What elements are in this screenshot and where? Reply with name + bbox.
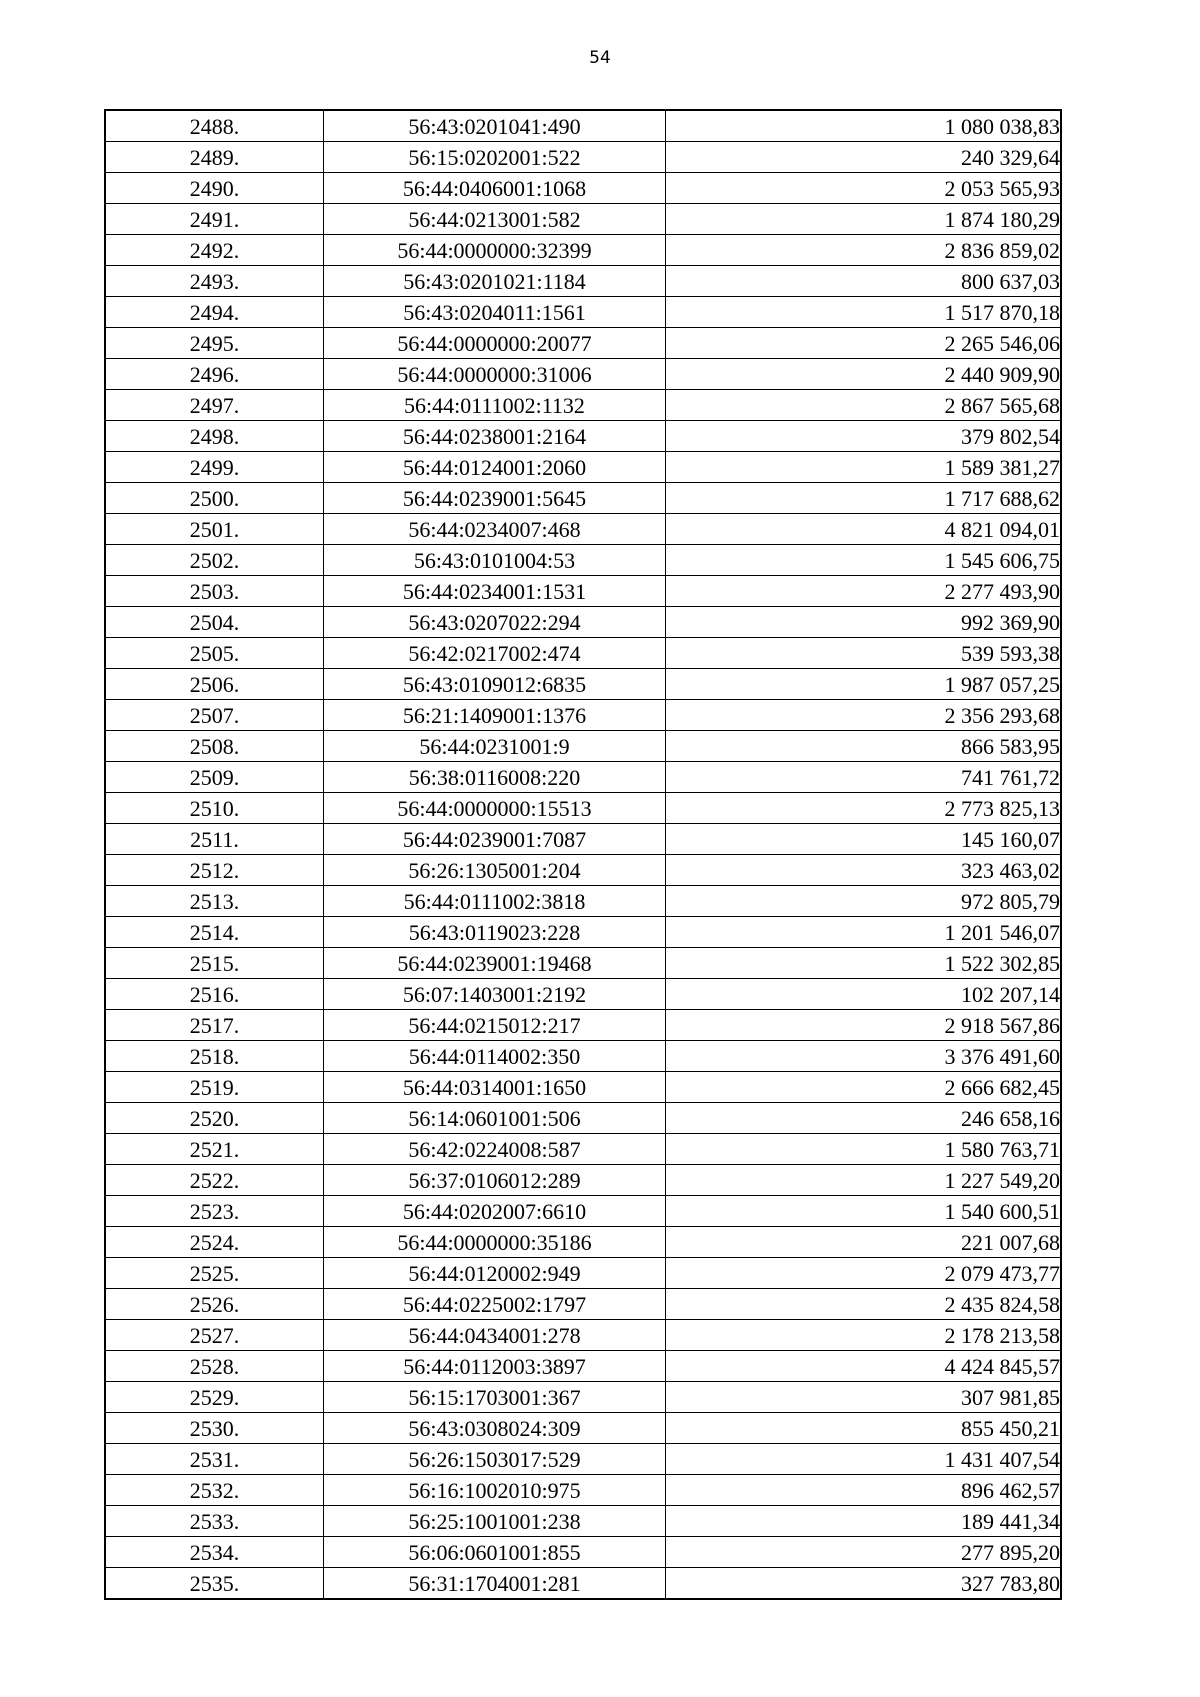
cadastral-number-cell: 56:38:0116008:220 xyxy=(324,762,666,793)
table-row xyxy=(105,421,1061,452)
row-number-cell: 2517. xyxy=(105,1010,324,1041)
cadastral-number-cell: 56:26:1503017:529 xyxy=(324,1444,666,1475)
row-number-cell: 2510. xyxy=(105,793,324,824)
cadastral-number-cell: 56:43:0101004:53 xyxy=(324,545,666,576)
row-number-cell: 2534. xyxy=(105,1537,324,1568)
row-number-cell: 2531. xyxy=(105,1444,324,1475)
table-row xyxy=(105,1444,1061,1475)
cadastral-value-cell: 855 450,21 xyxy=(666,1413,1062,1444)
cadastral-number-cell: 56:44:0406001:1068 xyxy=(324,173,666,204)
table-row xyxy=(105,1227,1061,1258)
row-number-cell: 2526. xyxy=(105,1289,324,1320)
table-row xyxy=(105,1196,1061,1227)
table-row xyxy=(105,1351,1061,1382)
cadastral-value-cell: 2 356 293,68 xyxy=(666,700,1062,731)
table-row xyxy=(105,700,1061,731)
table-row xyxy=(105,1165,1061,1196)
cadastral-value-cell: 102 207,14 xyxy=(666,979,1062,1010)
cadastral-number-cell: 56:44:0225002:1797 xyxy=(324,1289,666,1320)
cadastral-value-cell: 3 376 491,60 xyxy=(666,1041,1062,1072)
row-number-cell: 2528. xyxy=(105,1351,324,1382)
cadastral-value-cell: 327 783,80 xyxy=(666,1568,1062,1600)
cadastral-value-cell: 2 440 909,90 xyxy=(666,359,1062,390)
cadastral-value-table xyxy=(104,109,1062,1600)
cadastral-number-cell: 56:44:0231001:9 xyxy=(324,731,666,762)
table-row xyxy=(105,1072,1061,1103)
row-number-cell: 2504. xyxy=(105,607,324,638)
row-number-cell: 2520. xyxy=(105,1103,324,1134)
table-row xyxy=(105,1506,1061,1537)
table-row xyxy=(105,514,1061,545)
cadastral-value-cell: 2 918 567,86 xyxy=(666,1010,1062,1041)
cadastral-number-cell: 56:44:0434001:278 xyxy=(324,1320,666,1351)
cadastral-number-cell: 56:44:0000000:15513 xyxy=(324,793,666,824)
cadastral-number-cell: 56:44:0239001:5645 xyxy=(324,483,666,514)
cadastral-number-cell: 56:44:0114002:350 xyxy=(324,1041,666,1072)
cadastral-number-cell: 56:44:0000000:32399 xyxy=(324,235,666,266)
row-number-cell: 2523. xyxy=(105,1196,324,1227)
cadastral-number-cell: 56:44:0234007:468 xyxy=(324,514,666,545)
table-row xyxy=(105,297,1061,328)
cadastral-number-cell: 56:44:0234001:1531 xyxy=(324,576,666,607)
row-number-cell: 2522. xyxy=(105,1165,324,1196)
table-row xyxy=(105,793,1061,824)
cadastral-value-cell: 992 369,90 xyxy=(666,607,1062,638)
cadastral-number-cell: 56:31:1704001:281 xyxy=(324,1568,666,1600)
cadastral-number-cell: 56:43:0204011:1561 xyxy=(324,297,666,328)
row-number-cell: 2527. xyxy=(105,1320,324,1351)
cadastral-value-cell: 1 201 546,07 xyxy=(666,917,1062,948)
cadastral-value-cell: 2 079 473,77 xyxy=(666,1258,1062,1289)
row-number-cell: 2530. xyxy=(105,1413,324,1444)
row-number-cell: 2535. xyxy=(105,1568,324,1600)
table-row xyxy=(105,607,1061,638)
cadastral-value-cell: 4 424 845,57 xyxy=(666,1351,1062,1382)
cadastral-number-cell: 56:43:0201021:1184 xyxy=(324,266,666,297)
cadastral-value-cell: 1 517 870,18 xyxy=(666,297,1062,328)
row-number-cell: 2493. xyxy=(105,266,324,297)
cadastral-value-cell: 2 265 546,06 xyxy=(666,328,1062,359)
cadastral-number-cell: 56:06:0601001:855 xyxy=(324,1537,666,1568)
table-row xyxy=(105,731,1061,762)
cadastral-value-cell: 800 637,03 xyxy=(666,266,1062,297)
cadastral-value-cell: 1 987 057,25 xyxy=(666,669,1062,700)
cadastral-value-cell: 1 717 688,62 xyxy=(666,483,1062,514)
table-row xyxy=(105,1568,1061,1600)
row-number-cell: 2488. xyxy=(105,110,324,142)
cadastral-value-cell: 1 080 038,83 xyxy=(666,110,1062,142)
cadastral-number-cell: 56:44:0215012:217 xyxy=(324,1010,666,1041)
cadastral-number-cell: 56:44:0239001:7087 xyxy=(324,824,666,855)
table-row xyxy=(105,886,1061,917)
table-row xyxy=(105,855,1061,886)
cadastral-value-cell: 145 160,07 xyxy=(666,824,1062,855)
table-row xyxy=(105,1382,1061,1413)
cadastral-value-cell: 246 658,16 xyxy=(666,1103,1062,1134)
cadastral-number-cell: 56:14:0601001:506 xyxy=(324,1103,666,1134)
cadastral-number-cell: 56:44:0000000:31006 xyxy=(324,359,666,390)
cadastral-number-cell: 56:43:0207022:294 xyxy=(324,607,666,638)
cadastral-value-cell: 4 821 094,01 xyxy=(666,514,1062,545)
cadastral-value-cell: 866 583,95 xyxy=(666,731,1062,762)
cadastral-value-cell: 2 053 565,93 xyxy=(666,173,1062,204)
table-row xyxy=(105,204,1061,235)
table-body xyxy=(105,110,1061,1599)
row-number-cell: 2500. xyxy=(105,483,324,514)
row-number-cell: 2497. xyxy=(105,390,324,421)
row-number-cell: 2509. xyxy=(105,762,324,793)
cadastral-number-cell: 56:44:0213001:582 xyxy=(324,204,666,235)
row-number-cell: 2505. xyxy=(105,638,324,669)
table-row xyxy=(105,669,1061,700)
cadastral-number-cell: 56:37:0106012:289 xyxy=(324,1165,666,1196)
row-number-cell: 2515. xyxy=(105,948,324,979)
row-number-cell: 2514. xyxy=(105,917,324,948)
table-row xyxy=(105,917,1061,948)
table-row xyxy=(105,545,1061,576)
row-number-cell: 2513. xyxy=(105,886,324,917)
table-row xyxy=(105,762,1061,793)
row-number-cell: 2489. xyxy=(105,142,324,173)
cadastral-value-cell: 307 981,85 xyxy=(666,1382,1062,1413)
cadastral-value-cell: 2 435 824,58 xyxy=(666,1289,1062,1320)
row-number-cell: 2498. xyxy=(105,421,324,452)
table-row xyxy=(105,110,1061,142)
cadastral-value-cell: 1 522 302,85 xyxy=(666,948,1062,979)
cadastral-value-cell: 2 836 859,02 xyxy=(666,235,1062,266)
table-row xyxy=(105,979,1061,1010)
table-row xyxy=(105,359,1061,390)
cadastral-value-cell: 221 007,68 xyxy=(666,1227,1062,1258)
cadastral-value-cell: 1 545 606,75 xyxy=(666,545,1062,576)
cadastral-number-cell: 56:43:0119023:228 xyxy=(324,917,666,948)
cadastral-value-cell: 2 178 213,58 xyxy=(666,1320,1062,1351)
cadastral-number-cell: 56:43:0109012:6835 xyxy=(324,669,666,700)
table-row xyxy=(105,948,1061,979)
cadastral-value-cell: 972 805,79 xyxy=(666,886,1062,917)
cadastral-number-cell: 56:16:1002010:975 xyxy=(324,1475,666,1506)
table-row xyxy=(105,483,1061,514)
cadastral-number-cell: 56:07:1403001:2192 xyxy=(324,979,666,1010)
row-number-cell: 2521. xyxy=(105,1134,324,1165)
cadastral-value-cell: 1 580 763,71 xyxy=(666,1134,1062,1165)
row-number-cell: 2519. xyxy=(105,1072,324,1103)
cadastral-value-cell: 896 462,57 xyxy=(666,1475,1062,1506)
cadastral-number-cell: 56:44:0202007:6610 xyxy=(324,1196,666,1227)
table-row xyxy=(105,1320,1061,1351)
page-number: 54 xyxy=(589,48,611,68)
cadastral-number-cell: 56:26:1305001:204 xyxy=(324,855,666,886)
cadastral-number-cell: 56:25:1001001:238 xyxy=(324,1506,666,1537)
cadastral-number-cell: 56:44:0239001:19468 xyxy=(324,948,666,979)
row-number-cell: 2490. xyxy=(105,173,324,204)
cadastral-number-cell: 56:21:1409001:1376 xyxy=(324,700,666,731)
cadastral-value-cell: 741 761,72 xyxy=(666,762,1062,793)
table-row xyxy=(105,328,1061,359)
cadastral-value-cell: 1 227 549,20 xyxy=(666,1165,1062,1196)
row-number-cell: 2525. xyxy=(105,1258,324,1289)
cadastral-number-cell: 56:44:0000000:35186 xyxy=(324,1227,666,1258)
table-row xyxy=(105,1010,1061,1041)
table-row xyxy=(105,1041,1061,1072)
row-number-cell: 2492. xyxy=(105,235,324,266)
row-number-cell: 2496. xyxy=(105,359,324,390)
table-row xyxy=(105,1103,1061,1134)
row-number-cell: 2508. xyxy=(105,731,324,762)
row-number-cell: 2511. xyxy=(105,824,324,855)
table-row xyxy=(105,824,1061,855)
cadastral-number-cell: 56:42:0217002:474 xyxy=(324,638,666,669)
row-number-cell: 2495. xyxy=(105,328,324,359)
table-row xyxy=(105,1258,1061,1289)
table-row xyxy=(105,142,1061,173)
table-row xyxy=(105,452,1061,483)
row-number-cell: 2507. xyxy=(105,700,324,731)
row-number-cell: 2499. xyxy=(105,452,324,483)
cadastral-number-cell: 56:44:0120002:949 xyxy=(324,1258,666,1289)
cadastral-value-cell: 1 589 381,27 xyxy=(666,452,1062,483)
cadastral-number-cell: 56:44:0124001:2060 xyxy=(324,452,666,483)
table-row xyxy=(105,1289,1061,1320)
row-number-cell: 2524. xyxy=(105,1227,324,1258)
table-row xyxy=(105,638,1061,669)
row-number-cell: 2512. xyxy=(105,855,324,886)
cadastral-value-cell: 2 773 825,13 xyxy=(666,793,1062,824)
cadastral-value-cell: 2 277 493,90 xyxy=(666,576,1062,607)
cadastral-value-cell: 2 666 682,45 xyxy=(666,1072,1062,1103)
row-number-cell: 2516. xyxy=(105,979,324,1010)
cadastral-value-cell: 1 540 600,51 xyxy=(666,1196,1062,1227)
cadastral-number-cell: 56:43:0308024:309 xyxy=(324,1413,666,1444)
row-number-cell: 2503. xyxy=(105,576,324,607)
table-row xyxy=(105,1537,1061,1568)
row-number-cell: 2491. xyxy=(105,204,324,235)
cadastral-value-cell: 539 593,38 xyxy=(666,638,1062,669)
cadastral-number-cell: 56:15:1703001:367 xyxy=(324,1382,666,1413)
table-row xyxy=(105,173,1061,204)
table-row xyxy=(105,1134,1061,1165)
row-number-cell: 2506. xyxy=(105,669,324,700)
cadastral-value-cell: 277 895,20 xyxy=(666,1537,1062,1568)
table-row xyxy=(105,1475,1061,1506)
cadastral-value-cell: 379 802,54 xyxy=(666,421,1062,452)
table-row xyxy=(105,576,1061,607)
row-number-cell: 2533. xyxy=(105,1506,324,1537)
cadastral-number-cell: 56:43:0201041:490 xyxy=(324,110,666,142)
cadastral-number-cell: 56:44:0238001:2164 xyxy=(324,421,666,452)
cadastral-number-cell: 56:44:0112003:3897 xyxy=(324,1351,666,1382)
row-number-cell: 2529. xyxy=(105,1382,324,1413)
table-row xyxy=(105,1413,1061,1444)
table-row xyxy=(105,235,1061,266)
table-row xyxy=(105,266,1061,297)
row-number-cell: 2502. xyxy=(105,545,324,576)
cadastral-value-cell: 2 867 565,68 xyxy=(666,390,1062,421)
cadastral-value-cell: 240 329,64 xyxy=(666,142,1062,173)
row-number-cell: 2494. xyxy=(105,297,324,328)
cadastral-number-cell: 56:44:0314001:1650 xyxy=(324,1072,666,1103)
cadastral-number-cell: 56:15:0202001:522 xyxy=(324,142,666,173)
cadastral-value-cell: 323 463,02 xyxy=(666,855,1062,886)
row-number-cell: 2518. xyxy=(105,1041,324,1072)
cadastral-value-cell: 1 431 407,54 xyxy=(666,1444,1062,1475)
cadastral-value-cell: 1 874 180,29 xyxy=(666,204,1062,235)
row-number-cell: 2532. xyxy=(105,1475,324,1506)
cadastral-number-cell: 56:44:0111002:1132 xyxy=(324,390,666,421)
cadastral-number-cell: 56:42:0224008:587 xyxy=(324,1134,666,1165)
row-number-cell: 2501. xyxy=(105,514,324,545)
cadastral-number-cell: 56:44:0000000:20077 xyxy=(324,328,666,359)
cadastral-number-cell: 56:44:0111002:3818 xyxy=(324,886,666,917)
table-row xyxy=(105,390,1061,421)
cadastral-value-cell: 189 441,34 xyxy=(666,1506,1062,1537)
